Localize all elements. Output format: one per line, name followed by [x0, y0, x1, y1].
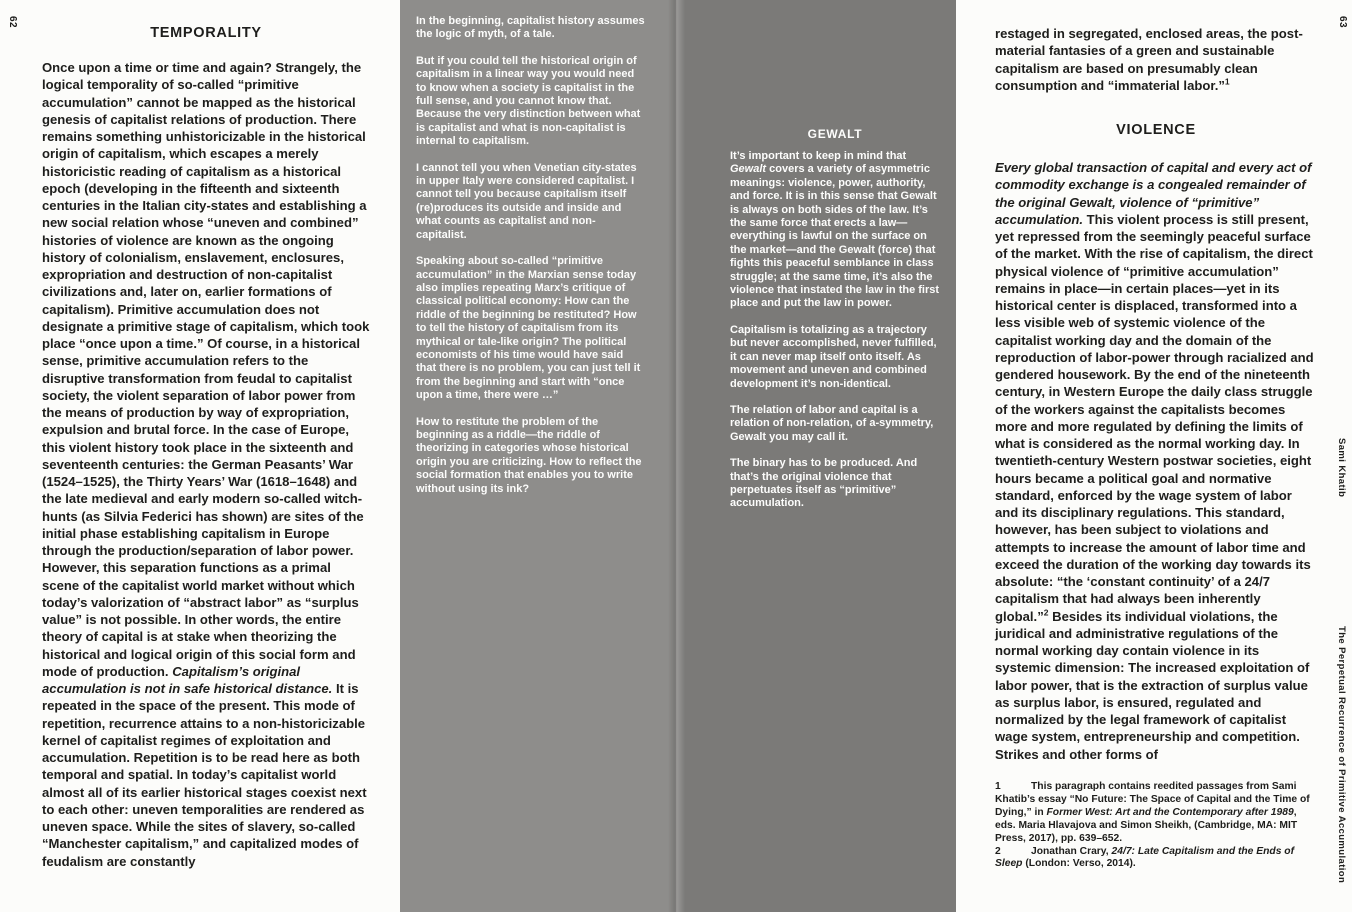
violence-body: [995, 159, 1317, 763]
book-title-vertical-label: The Perpetual Recurrence of Primitive Accumulation: [1336, 626, 1347, 884]
myth-column: [400, 0, 677, 912]
temporality-heading: TEMPORALITY: [150, 24, 262, 41]
footnote-ref-1: 1: [1224, 76, 1230, 87]
footnote-2-marker: 2: [995, 845, 1001, 857]
myth-paragraph-1: In the beginning, capitalist history assumes the logic of myth, of a tale.: [416, 15, 645, 41]
author-vertical-label: Sami Khatib: [1336, 438, 1347, 498]
violence-body-part2: Besides its individual violations, the juridical and administrative regulations of the normal working day contain violence in its systemic dimension: The increased exploitation of labor power, that is the extraction of surplus value as surplus labor, is ensured, regulated and normalized by the legal framework of capitalist wage system, entrepreneurship and competition. Strikes and other forms of: [995, 608, 1310, 762]
continuation-paragraph: [995, 25, 1317, 94]
myth-paragraph-3: I cannot tell you when Venetian city-states in upper Italy were considered capitalist. I cannot tell you because capitalism itself (re)produces its outside and inside and what counts as capitalist and non-capitalist.: [416, 161, 637, 241]
gewalt-p1-lead: It’s important to keep in mind that: [730, 150, 907, 162]
footnote-2-text: Jonathan Crary,: [1031, 845, 1112, 857]
gewalt-column-text: [730, 150, 940, 524]
footnote-2-title: 24/7: Late Capitalism and the Ends of Sleep: [995, 845, 1295, 870]
footnote-1-text: This paragraph contains reedited passages from Sami Khatib’s essay “No Future: The Space of Capital and the Time of Dying,” in: [995, 781, 1310, 818]
continuation-text: restaged in segregated, enclosed areas, the post-material fantasies of a green and sustainable capitalism are based on presumably clean consumption and “immaterial labor.”: [995, 26, 1303, 93]
footnote-1-text-end: , eds. Maria Hlavajova and Simon Sheikh, (Cambridge, MA: MIT Press, 2017), pp. 639–652.: [995, 806, 1298, 844]
footnote-2: [995, 846, 1317, 872]
gewalt-p1-rest: covers a variety of asymmetric meanings: violence, power, authority, and force. It is in this sense that Gewalt is always on both sides of the law. It’s the same force that erects a law—everything is lawful on the surface on the market—and the Gewalt (force) that fights this peaceful semblance in class struggle; at the same time, it’s also the violence that instated the law in the first place and put the law in power.: [730, 163, 940, 310]
myth-paragraph-4: Speaking about so-called “primitive accumulation” in the Marxian sense today also implies repeating Marx’s critique of classical political economy: How can the riddle of the beginning be restituted? How to tell the history of capitalism from its mythical or tale-like origin? The political economists of his time would have said that there is no problem, you can just tell it from the beginning and start with “once upon a time, there were …”: [416, 255, 641, 402]
footnotes: [995, 781, 1317, 871]
footnote-ref-2: 2: [1043, 607, 1049, 618]
gewalt-heading: GEWALT: [807, 126, 863, 141]
gewalt-paragraph-2: Capitalism is totalizing as a trajectory but never accomplished, never fulfilled, it can never map itself onto itself. As movement and uneven and combined development it’s non-identical.: [730, 323, 937, 390]
temporality-body-part2: It is repeated in the space of the present. This mode of repetition, recurrence attains to a non-historicizable kernel of capitalist regimes of exploitation and accumulation. Repetition is to be read here as both temporal and spatial. In today’s capitalist world almost all of its earlier historical stages coexist next to each other: uneven temporalities are rendered as uneven space. While the sites of slavery, so-called “Manchester capitalism,” and capitalized modes of feudalism are constantly: [42, 681, 367, 869]
footnote-2-text-end: (London: Verso, 2014).: [1022, 858, 1136, 870]
footnote-1-marker: 1: [995, 781, 1001, 792]
gewalt-paragraph-4: The binary has to be produced. And that’s the original violence that perpetuates itself as “primitive” accumulation.: [730, 457, 918, 510]
page-number-left: 62: [7, 16, 18, 28]
page-number-right: 63: [1337, 16, 1348, 28]
footnote-1: [995, 781, 1317, 846]
myth-column-text: [416, 15, 646, 509]
myth-paragraph-5: How to restitute the problem of the beginning as a riddle—the riddle of theorizing in categories whose historical origin you are criticizing. How to reflect the social formation that enables you to write without using its ink?: [416, 415, 642, 495]
violence-body-italic: Every global transaction of capital and every act of commodity exchange is a congealed remainder of the original Gewalt, violence of “primitive” accumulation.: [995, 160, 1312, 227]
temporality-body-italic: Capitalism’s original accumulation is not in safe historical distance.: [42, 663, 333, 697]
violence-body-part1: This violent process is still present, yet repressed from the seemingly peaceful surface of the market. With the rise of capitalism, the direct physical violence of “primitive accumulation” remains in place—in certain places—yet in its historical center is displaced, transformed into a less visible web of systemic violence of the capitalist working day and the domain of the reproduction of labor-power through racialized and gendered housework. By the end of the nineteenth century, in Western Europe the daily class struggle of the workers against the capitalists becomes more and more regulated by defining the limits of what is considered as the normal working day. In twentieth-century Western postwar societies, eight hours became a political goal and normative standard, enforced by the wage system of labor and its disciplinary regulations. This standard, however, has been subject to violations and attempts to increase the amount of labor time and exceed the duration of the working day towards its absolute: “the ‘constant continuity’ of a 24/7 capitalism that had always been inherently global.”: [995, 211, 1314, 624]
temporality-body-part1: Once upon a time or time and again? Strangely, the logical temporality of so-called “primitive accumulation” cannot be mapped as the historical genesis of capitalist relations of production. There remains something unhistoricizable in the historical origin of capitalism, which escapes a merely historicistic reading of capitalism as a historical epoch (developing in the fifteenth and sixteenth centuries in the Italian city-states and establishing a new social relation whose “uneven and combined” histories of violence are known as the ongoing history of colonialism, enslavement, enclosures, expropriation and destruction of non-capitalist civilizations and, later on, earlier formations of capitalism). Primitive accumulation does not designate a primitive stage of capitalism, which took place “once upon a time.” Of course, in a historical sense, primitive accumulation refers to the disruptive transformation from feudal to capitalist society, the violent separation of labor power from the means of production by way of expropriation, expulsion and brutal force. In the case of Europe, this violent history took place in the sixteenth and seventeenth centuries: the German Peasants’ War (1524–1525), the Thirty Years’ War (1618–1648) and the late medieval and early modern so-called witch-hunts (as Silvia Federici has shown) are sites of the initial phase establishing capitalism in Europe through the production/separation of labor power. However, this separation functions as a primal scene of the capitalist world market without which today’s valorization of “abstract labor” as “surplus value” is not possible. In other words, the entire theory of capital is at stake when theorizing the historical and logical origin of this social form and mode of production.: [42, 60, 370, 679]
gewalt-paragraph-3: The relation of labor and capital is a relation of non-relation, of a-symmetry, Gewalt you may call it.: [730, 403, 934, 443]
violence-heading: VIOLENCE: [1116, 121, 1196, 138]
gewalt-p1-term: Gewalt: [730, 163, 767, 176]
gewalt-column: [677, 0, 956, 912]
footnote-1-title: Former West: Art and the Contemporary after 1989: [1046, 806, 1294, 818]
myth-paragraph-2: But if you could tell the historical origin of capitalism in a linear way you would need to know when a society is capitalist in the full sense, and you cannot know that. Because the very distinction between what is capitalist and what is non-capitalist is internal to capitalism.: [416, 54, 641, 148]
temporality-body: [42, 59, 370, 870]
gewalt-paragraph-1: [730, 150, 940, 311]
